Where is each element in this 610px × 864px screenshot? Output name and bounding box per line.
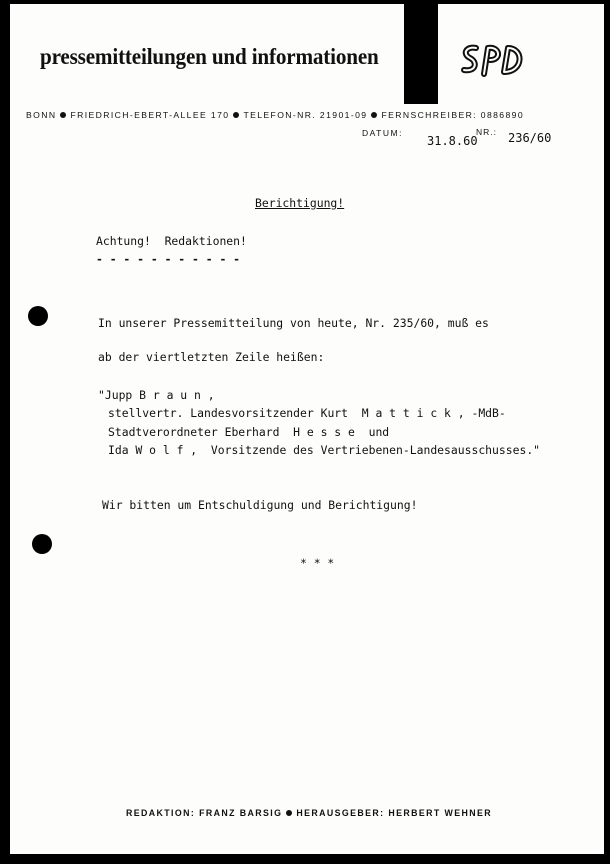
bullet-icon: [60, 112, 66, 118]
address-street: FRIEDRICH-EBERT-ALLEE 170: [70, 110, 230, 120]
header-black-tab: [404, 4, 438, 104]
section-stars: * * *: [300, 556, 335, 570]
paragraph-2: ab der viertletzten Zeile heißen:: [98, 350, 325, 364]
quote-line-3: Stadtverordneter Eberhard H e s s e und: [108, 425, 390, 439]
address-line: [26, 110, 586, 120]
quote-line-4: Ida W o l f , Vorsitzende des Vertriebenen-Landesausschusses.": [108, 443, 541, 457]
quote-line-2: stellvertr. Landesvorsitzender Kurt M a t t i c k , -MdB-: [108, 406, 506, 420]
attention-line: Achtung! Redaktionen!: [96, 234, 247, 248]
bullet-icon: [371, 112, 377, 118]
punch-hole: [32, 534, 52, 554]
heading-berichtigung: Berichtigung!: [255, 196, 345, 210]
datum-label: DATUM:: [362, 128, 403, 138]
masthead-title: pressemitteilungen und informationen: [40, 44, 379, 69]
nr-label: NR.:: [476, 127, 497, 137]
spd-logo: [458, 38, 526, 84]
nr-value: 236/60: [508, 131, 552, 145]
datum-value: 31.8.60: [427, 134, 478, 148]
bullet-icon: [233, 112, 239, 118]
address-phone: TELEFON-NR. 21901-09: [243, 110, 368, 120]
punch-hole: [28, 306, 48, 326]
paragraph-1: In unserer Pressemitteilung von heute, Nr. 235/60, muß es: [98, 316, 489, 330]
footer-editor: REDAKTION: FRANZ BARSIG: [126, 808, 283, 818]
closing-line: Wir bitten um Entschuldigung und Berichtigung!: [102, 498, 418, 512]
quote-line-1: "Jupp B r a u n ,: [98, 388, 215, 402]
address-city: BONN: [26, 110, 57, 120]
footer-publisher: HERAUSGEBER: HERBERT WEHNER: [296, 808, 492, 818]
footer-line: [126, 808, 492, 818]
bullet-icon: [286, 810, 292, 816]
dash-underline: - - - - - - - - - - -: [96, 252, 241, 266]
address-telex: FERNSCHREIBER: 0886890: [381, 110, 525, 120]
